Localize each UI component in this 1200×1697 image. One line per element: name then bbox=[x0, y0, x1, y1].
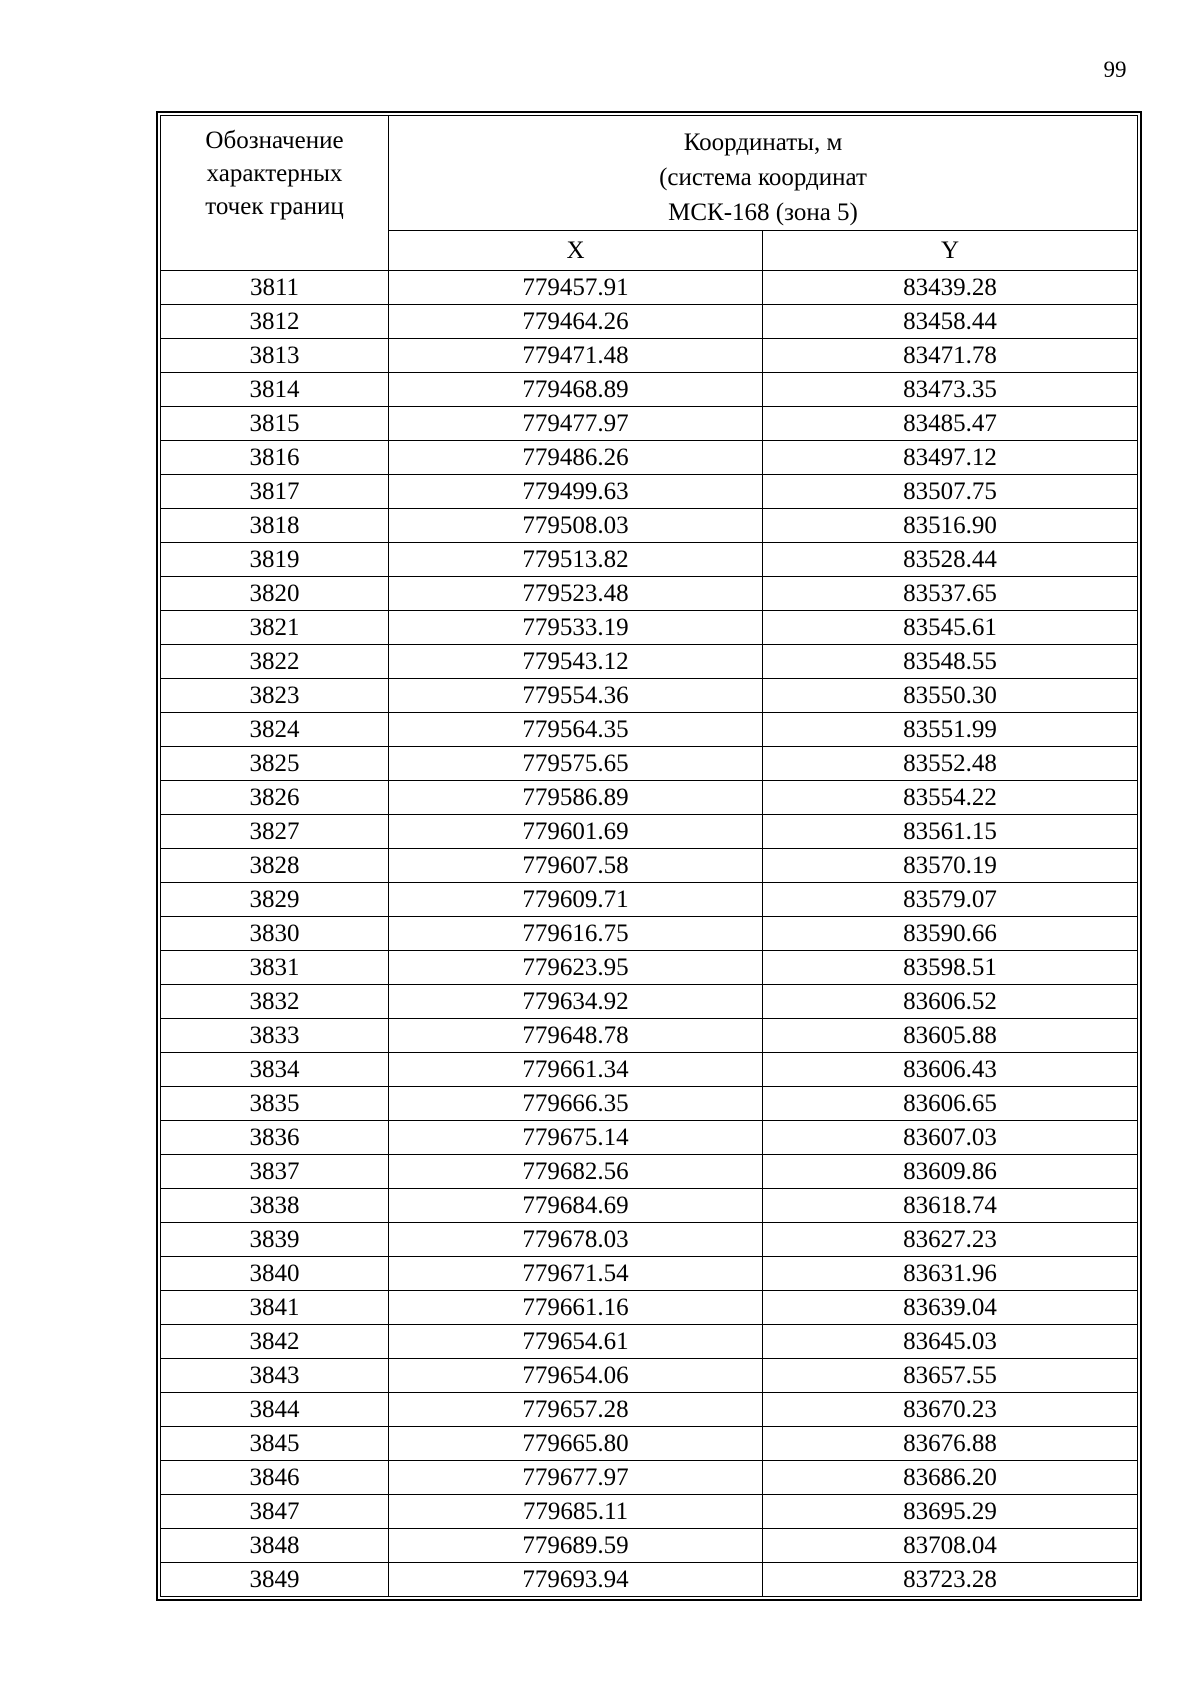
cell-y: 83605.88 bbox=[763, 1019, 1138, 1053]
cell-y: 83686.20 bbox=[763, 1461, 1138, 1495]
cell-point-id: 3827 bbox=[161, 815, 389, 849]
cell-x: 779575.65 bbox=[389, 747, 763, 781]
cell-point-id: 3821 bbox=[161, 611, 389, 645]
table-row bbox=[161, 1087, 1138, 1121]
cell-y: 83695.29 bbox=[763, 1495, 1138, 1529]
cell-x: 779486.26 bbox=[389, 441, 763, 475]
cell-point-id: 3813 bbox=[161, 339, 389, 373]
cell-point-id: 3841 bbox=[161, 1291, 389, 1325]
cell-x: 779648.78 bbox=[389, 1019, 763, 1053]
cell-point-id: 3824 bbox=[161, 713, 389, 747]
cell-point-id: 3837 bbox=[161, 1155, 389, 1189]
cell-y: 83548.55 bbox=[763, 645, 1138, 679]
cell-point-id: 3825 bbox=[161, 747, 389, 781]
table-row bbox=[161, 645, 1138, 679]
cell-point-id: 3833 bbox=[161, 1019, 389, 1053]
cell-x: 779464.26 bbox=[389, 305, 763, 339]
cell-y: 83676.88 bbox=[763, 1427, 1138, 1461]
cell-y: 83537.65 bbox=[763, 577, 1138, 611]
cell-point-id: 3829 bbox=[161, 883, 389, 917]
cell-x: 779499.63 bbox=[389, 475, 763, 509]
table-row bbox=[161, 1325, 1138, 1359]
cell-x: 779693.94 bbox=[389, 1563, 763, 1597]
cell-point-id: 3812 bbox=[161, 305, 389, 339]
cell-point-id: 3848 bbox=[161, 1529, 389, 1563]
cell-y: 83606.65 bbox=[763, 1087, 1138, 1121]
cell-x: 779477.97 bbox=[389, 407, 763, 441]
header-coordinates-line: Координаты, м bbox=[683, 129, 843, 156]
cell-point-id: 3849 bbox=[161, 1563, 389, 1597]
cell-x: 779468.89 bbox=[389, 373, 763, 407]
cell-x: 779533.19 bbox=[389, 611, 763, 645]
cell-point-id: 3844 bbox=[161, 1393, 389, 1427]
table-header bbox=[161, 116, 1138, 271]
header-coordinates bbox=[389, 116, 1138, 231]
cell-x: 779677.97 bbox=[389, 1461, 763, 1495]
table-row bbox=[161, 985, 1138, 1019]
table-row bbox=[161, 815, 1138, 849]
table-row bbox=[161, 1359, 1138, 1393]
cell-point-id: 3840 bbox=[161, 1257, 389, 1291]
cell-y: 83473.35 bbox=[763, 373, 1138, 407]
cell-x: 779601.69 bbox=[389, 815, 763, 849]
cell-point-id: 3842 bbox=[161, 1325, 389, 1359]
cell-y: 83645.03 bbox=[763, 1325, 1138, 1359]
cell-x: 779523.48 bbox=[389, 577, 763, 611]
cell-y: 83609.86 bbox=[763, 1155, 1138, 1189]
cell-x: 779682.56 bbox=[389, 1155, 763, 1189]
table-row bbox=[161, 305, 1138, 339]
cell-point-id: 3816 bbox=[161, 441, 389, 475]
cell-x: 779666.35 bbox=[389, 1087, 763, 1121]
cell-y: 83497.12 bbox=[763, 441, 1138, 475]
cell-y: 83550.30 bbox=[763, 679, 1138, 713]
table-row bbox=[161, 1495, 1138, 1529]
table-row bbox=[161, 849, 1138, 883]
cell-y: 83552.48 bbox=[763, 747, 1138, 781]
cell-point-id: 3835 bbox=[161, 1087, 389, 1121]
cell-point-id: 3838 bbox=[161, 1189, 389, 1223]
table-row bbox=[161, 1393, 1138, 1427]
cell-y: 83657.55 bbox=[763, 1359, 1138, 1393]
cell-point-id: 3831 bbox=[161, 951, 389, 985]
cell-y: 83507.75 bbox=[763, 475, 1138, 509]
table-row bbox=[161, 1257, 1138, 1291]
table-row bbox=[161, 1019, 1138, 1053]
header-point-label-line: Обозначение bbox=[205, 127, 344, 154]
table-row bbox=[161, 543, 1138, 577]
cell-x: 779689.59 bbox=[389, 1529, 763, 1563]
cell-y: 83631.96 bbox=[763, 1257, 1138, 1291]
cell-point-id: 3826 bbox=[161, 781, 389, 815]
cell-x: 779564.35 bbox=[389, 713, 763, 747]
cell-x: 779654.06 bbox=[389, 1359, 763, 1393]
cell-y: 83579.07 bbox=[763, 883, 1138, 917]
cell-point-id: 3830 bbox=[161, 917, 389, 951]
cell-y: 83471.78 bbox=[763, 339, 1138, 373]
cell-point-id: 3836 bbox=[161, 1121, 389, 1155]
table-row bbox=[161, 1427, 1138, 1461]
cell-point-id: 3818 bbox=[161, 509, 389, 543]
table-row bbox=[161, 917, 1138, 951]
cell-y: 83485.47 bbox=[763, 407, 1138, 441]
cell-point-id: 3843 bbox=[161, 1359, 389, 1393]
cell-point-id: 3822 bbox=[161, 645, 389, 679]
cell-point-id: 3814 bbox=[161, 373, 389, 407]
cell-point-id: 3817 bbox=[161, 475, 389, 509]
cell-x: 779661.16 bbox=[389, 1291, 763, 1325]
cell-x: 779678.03 bbox=[389, 1223, 763, 1257]
cell-y: 83598.51 bbox=[763, 951, 1138, 985]
header-x: X bbox=[389, 231, 763, 271]
cell-point-id: 3847 bbox=[161, 1495, 389, 1529]
table-body bbox=[161, 271, 1138, 1597]
table-row bbox=[161, 339, 1138, 373]
table-row bbox=[161, 611, 1138, 645]
cell-point-id: 3834 bbox=[161, 1053, 389, 1087]
cell-y: 83554.22 bbox=[763, 781, 1138, 815]
cell-y: 83723.28 bbox=[763, 1563, 1138, 1597]
header-coordinates-line: (система координат bbox=[659, 164, 867, 191]
table-row bbox=[161, 1189, 1138, 1223]
table-row bbox=[161, 1529, 1138, 1563]
cell-y: 83528.44 bbox=[763, 543, 1138, 577]
cell-y: 83516.90 bbox=[763, 509, 1138, 543]
cell-point-id: 3819 bbox=[161, 543, 389, 577]
cell-y: 83639.04 bbox=[763, 1291, 1138, 1325]
cell-x: 779671.54 bbox=[389, 1257, 763, 1291]
cell-point-id: 3839 bbox=[161, 1223, 389, 1257]
table-row bbox=[161, 441, 1138, 475]
cell-point-id: 3828 bbox=[161, 849, 389, 883]
cell-x: 779685.11 bbox=[389, 1495, 763, 1529]
cell-x: 779661.34 bbox=[389, 1053, 763, 1087]
cell-point-id: 3811 bbox=[161, 271, 389, 305]
table-row bbox=[161, 1461, 1138, 1495]
header-coordinates-line: МСК-168 (зона 5) bbox=[668, 199, 858, 226]
cell-x: 779623.95 bbox=[389, 951, 763, 985]
table-row bbox=[161, 713, 1138, 747]
table-row bbox=[161, 577, 1138, 611]
header-y: Y bbox=[763, 231, 1138, 271]
cell-y: 83561.15 bbox=[763, 815, 1138, 849]
table-row bbox=[161, 781, 1138, 815]
cell-x: 779634.92 bbox=[389, 985, 763, 1019]
cell-y: 83590.66 bbox=[763, 917, 1138, 951]
cell-x: 779457.91 bbox=[389, 271, 763, 305]
cell-y: 83670.23 bbox=[763, 1393, 1138, 1427]
cell-point-id: 3820 bbox=[161, 577, 389, 611]
cell-y: 83570.19 bbox=[763, 849, 1138, 883]
coordinates-table bbox=[160, 115, 1138, 1597]
cell-x: 779675.14 bbox=[389, 1121, 763, 1155]
cell-y: 83627.23 bbox=[763, 1223, 1138, 1257]
cell-point-id: 3832 bbox=[161, 985, 389, 1019]
cell-x: 779616.75 bbox=[389, 917, 763, 951]
cell-x: 779654.61 bbox=[389, 1325, 763, 1359]
table-row bbox=[161, 679, 1138, 713]
cell-y: 83551.99 bbox=[763, 713, 1138, 747]
table-row bbox=[161, 407, 1138, 441]
cell-y: 83606.43 bbox=[763, 1053, 1138, 1087]
cell-point-id: 3846 bbox=[161, 1461, 389, 1495]
table-row bbox=[161, 1563, 1138, 1597]
table-row bbox=[161, 1291, 1138, 1325]
cell-x: 779513.82 bbox=[389, 543, 763, 577]
table-row bbox=[161, 1155, 1138, 1189]
page-number: 99 bbox=[1103, 57, 1127, 82]
header-point-label bbox=[161, 116, 389, 271]
table-row bbox=[161, 1223, 1138, 1257]
table-row bbox=[161, 373, 1138, 407]
table-row bbox=[161, 1121, 1138, 1155]
cell-x: 779609.71 bbox=[389, 883, 763, 917]
cell-y: 83458.44 bbox=[763, 305, 1138, 339]
header-point-label-line: точек границ bbox=[205, 193, 344, 220]
table-row bbox=[161, 509, 1138, 543]
table-row bbox=[161, 883, 1138, 917]
cell-point-id: 3823 bbox=[161, 679, 389, 713]
cell-point-id: 3845 bbox=[161, 1427, 389, 1461]
cell-x: 779508.03 bbox=[389, 509, 763, 543]
cell-y: 83607.03 bbox=[763, 1121, 1138, 1155]
cell-x: 779554.36 bbox=[389, 679, 763, 713]
cell-y: 83606.52 bbox=[763, 985, 1138, 1019]
table-row bbox=[161, 271, 1138, 305]
cell-x: 779665.80 bbox=[389, 1427, 763, 1461]
table-row bbox=[161, 747, 1138, 781]
cell-y: 83439.28 bbox=[763, 271, 1138, 305]
table-row bbox=[161, 1053, 1138, 1087]
header-point-label-line: характерных bbox=[206, 160, 343, 187]
cell-point-id: 3815 bbox=[161, 407, 389, 441]
cell-y: 83545.61 bbox=[763, 611, 1138, 645]
cell-x: 779543.12 bbox=[389, 645, 763, 679]
cell-y: 83618.74 bbox=[763, 1189, 1138, 1223]
cell-x: 779586.89 bbox=[389, 781, 763, 815]
cell-x: 779684.69 bbox=[389, 1189, 763, 1223]
table-row bbox=[161, 475, 1138, 509]
cell-y: 83708.04 bbox=[763, 1529, 1138, 1563]
cell-x: 779657.28 bbox=[389, 1393, 763, 1427]
table-row bbox=[161, 951, 1138, 985]
cell-x: 779471.48 bbox=[389, 339, 763, 373]
cell-x: 779607.58 bbox=[389, 849, 763, 883]
